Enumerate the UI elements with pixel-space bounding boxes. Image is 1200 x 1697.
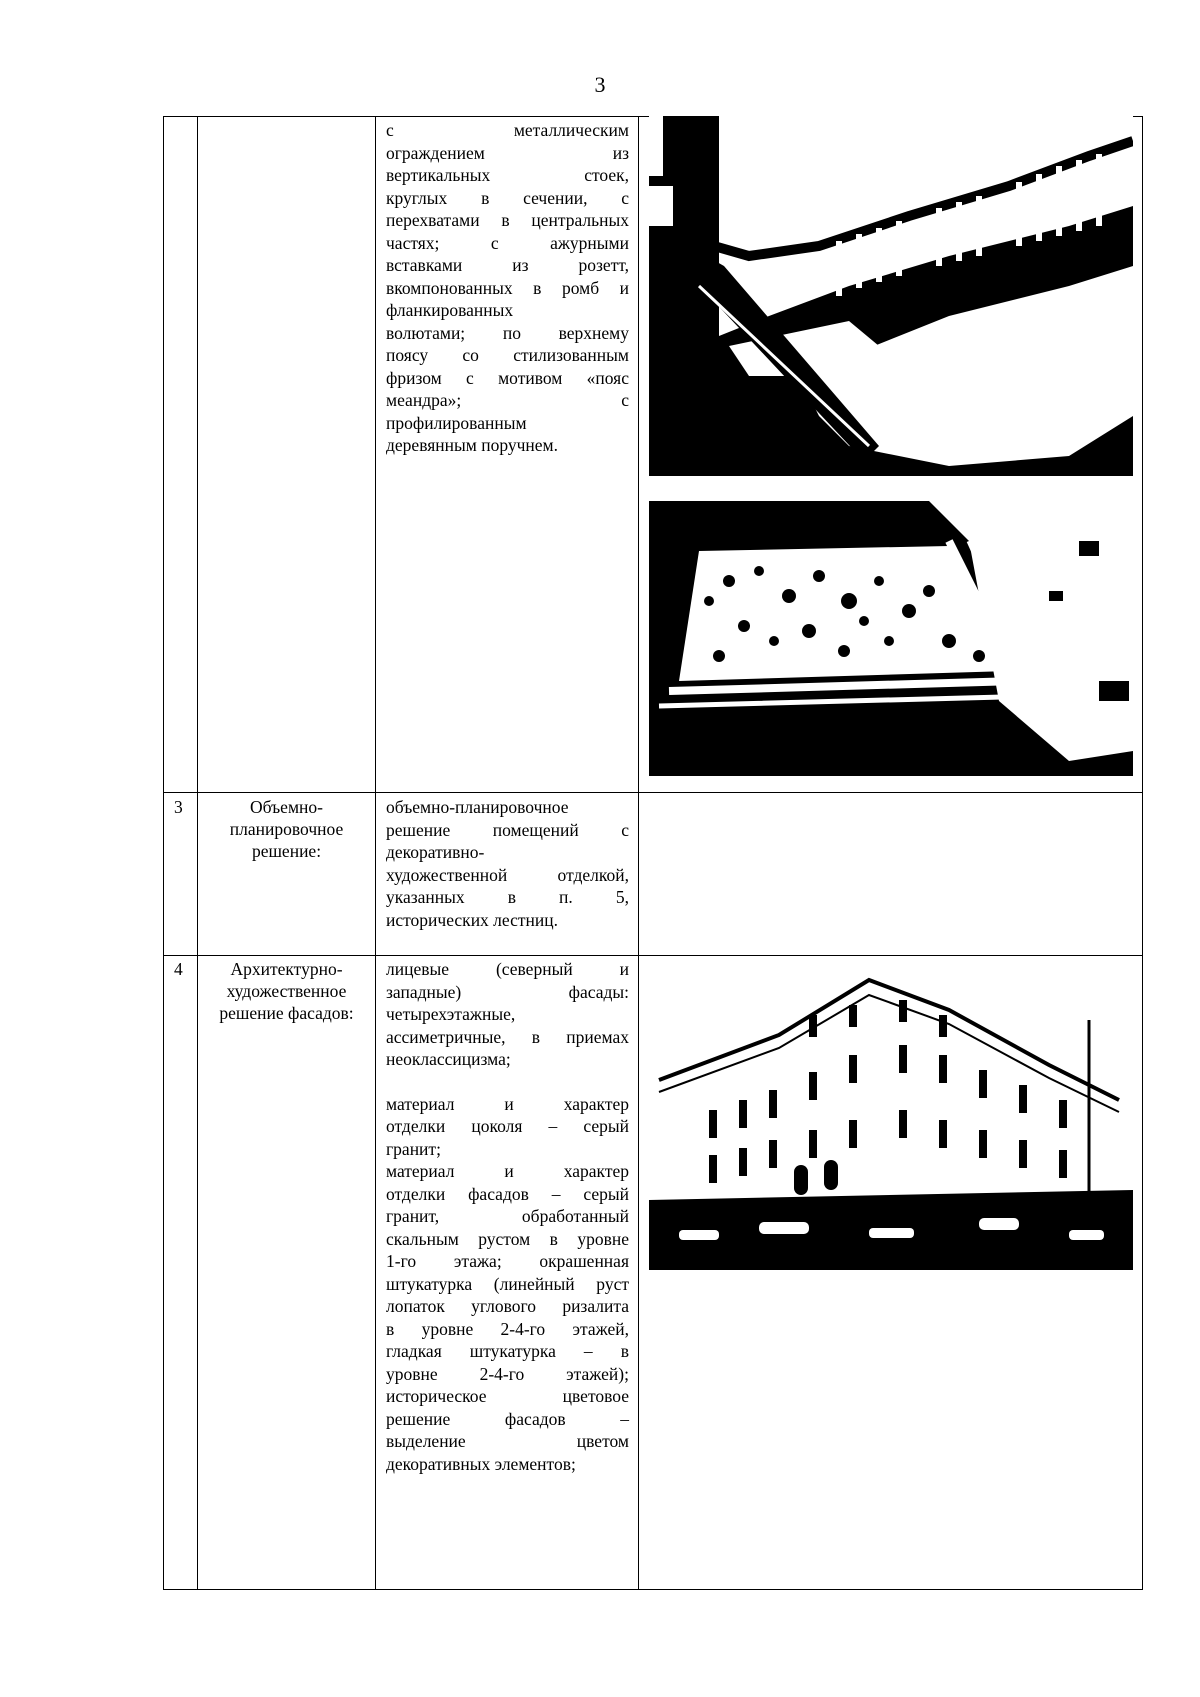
row-description: [386, 958, 629, 1475]
title-line: решение фасадов:: [219, 1003, 354, 1023]
text-line: с металлическим: [386, 120, 629, 140]
title-line: решение:: [251, 841, 322, 861]
text-line: ограждением из: [386, 142, 629, 163]
text-line: гранит;: [386, 1138, 441, 1159]
text-line: лицевые (северный и: [386, 959, 629, 979]
row-description: [386, 796, 629, 931]
text-line: отделки цоколя – серый: [386, 1116, 629, 1136]
text-line: круглых в сечении, с: [386, 187, 629, 208]
text-line: декоративных элементов;: [386, 1453, 576, 1474]
building-facade-photo: [649, 960, 1133, 1270]
text-line: штукатурка (линейный руст: [386, 1273, 629, 1294]
text-line: неоклассицизма;: [386, 1049, 511, 1069]
text-line: гладкая штукатурка – в: [386, 1341, 629, 1361]
text-line: фланкированных: [386, 300, 514, 320]
stair-landing-photo: [649, 501, 1133, 776]
text-line: выделение цветом: [386, 1431, 629, 1451]
title-line: Объемно-: [250, 797, 323, 817]
text-line: вставками из розетт,: [386, 255, 629, 275]
text-line: профилированным: [386, 412, 527, 433]
description-paragraph: [386, 1093, 629, 1476]
text-line: 1-го этажа; окрашенная: [386, 1251, 629, 1271]
title-line: художественное: [226, 981, 347, 1001]
text-line: четырехэтажные,: [386, 1004, 516, 1024]
text-line: поясу со стилизованным: [386, 345, 629, 365]
title-line: Архитектурно-: [230, 959, 343, 979]
text-line: частях; с ажурными: [386, 232, 629, 253]
text-line: вертикальных стоек,: [386, 165, 629, 185]
text-line: художественной отделкой,: [386, 864, 629, 885]
text-line: западные) фасады:: [386, 981, 629, 1002]
text-line: вкомпонованных в ромб и: [386, 277, 629, 298]
row-continuation-description: [386, 119, 629, 457]
text-line: исторических лестниц.: [386, 909, 559, 930]
text-line: отделки фасадов – серый: [386, 1183, 629, 1204]
text-line: перехватами в центральных: [386, 210, 629, 230]
railing-photo: [649, 116, 1133, 476]
title-line: планировочное: [229, 819, 344, 839]
page-number: 3: [594, 72, 606, 97]
text-line: решение фасадов –: [386, 1408, 629, 1429]
text-line: объемно-планировочное: [386, 797, 569, 817]
text-line: меандра»; с: [386, 390, 629, 410]
row-number: 4: [174, 959, 183, 979]
row-title: [198, 958, 375, 1024]
text-line: уровне 2-4-го этажей);: [386, 1363, 629, 1384]
text-line: деревянным поручнем.: [386, 435, 558, 455]
text-line: гранит, обработанный: [386, 1206, 629, 1226]
text-line: лопаток углового ризалита: [386, 1296, 629, 1316]
text-line: указанных в п. 5,: [386, 887, 629, 907]
text-line: в уровне 2-4-го этажей,: [386, 1318, 629, 1339]
text-line: фризом с мотивом «пояс: [386, 367, 629, 388]
text-line: материал и характер: [386, 1161, 629, 1181]
description-paragraph: [386, 958, 629, 1071]
row-title: [198, 796, 375, 862]
row-number: 3: [174, 797, 183, 817]
text-line: ассиметричные, в приемах: [386, 1026, 629, 1047]
text-line: решение помещений с: [386, 819, 629, 840]
text-line: волютами; по верхнему: [386, 322, 629, 343]
text-line: скальным рустом в уровне: [386, 1228, 629, 1249]
text-line: историческое цветовое: [386, 1386, 629, 1406]
text-line: материал и характер: [386, 1093, 629, 1114]
text-line: декоративно-: [386, 842, 485, 862]
